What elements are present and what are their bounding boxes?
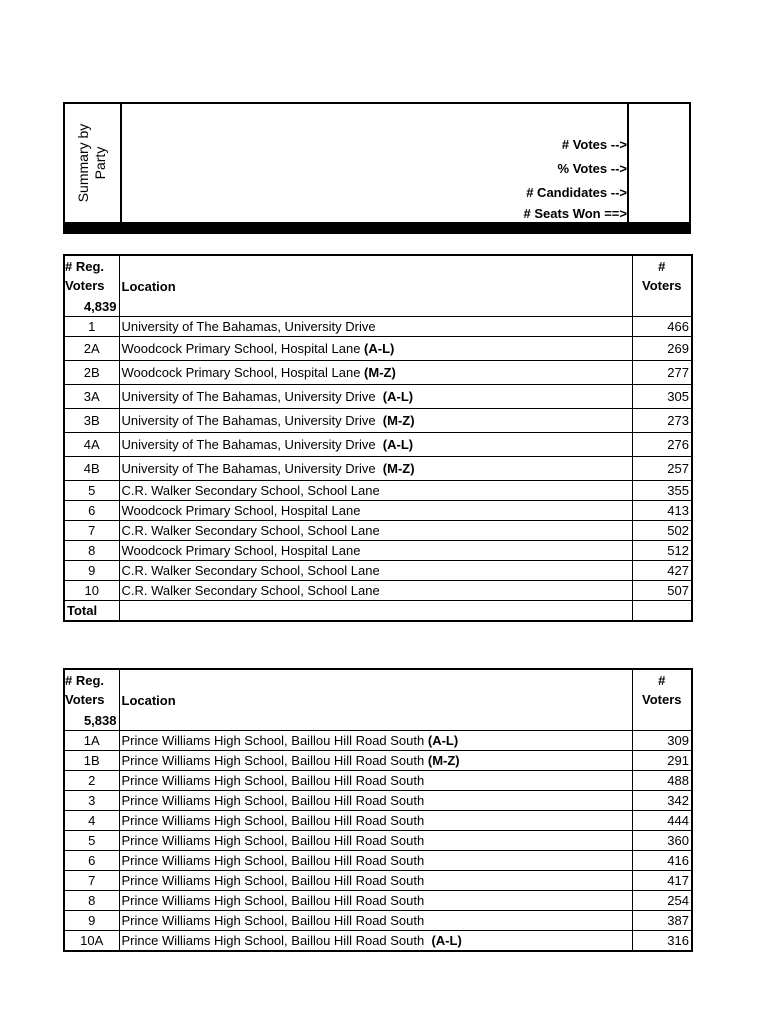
voters-count: 387 [632,911,692,931]
polling-location [119,561,632,581]
polling-division-id: 3B [64,409,119,433]
location-text: Woodcock Primary School, Hospital Lane [121,543,361,558]
table-row [64,433,692,457]
polling-location [119,791,632,811]
location-text: C.R. Walker Secondary School, School Lane [121,523,380,538]
voters-header-line1: # [658,259,666,274]
location-text: Prince Williams High School, Baillou Hill Road South [121,913,425,928]
table-row [64,481,692,501]
location-text: C.R. Walker Secondary School, School Lane [121,563,380,578]
location-text: Woodcock Primary School, Hospital Lane [121,341,365,356]
polling-division-id: 8 [64,891,119,911]
total-location-cell [119,601,632,622]
summary-side-label [75,124,109,203]
table-row [64,731,692,751]
polling-table-2 [63,668,693,952]
polling-location [119,501,632,521]
polling-division-id: 9 [64,561,119,581]
polling-location [119,409,632,433]
voters-count: 417 [632,871,692,891]
polling-division-id: 5 [64,831,119,851]
voters-count: 427 [632,561,692,581]
summary-side-line1: Summary by [75,123,91,203]
table-row [64,871,692,891]
polling-division-id: 1 [64,317,119,337]
polling-division-id: 3 [64,791,119,811]
polling-location [119,831,632,851]
polling-location [119,337,632,361]
alpha-range-suffix: (M-Z) [427,753,460,768]
summary-value-cell [627,104,689,222]
table-row [64,337,692,361]
table-header-row [64,669,692,731]
voters-count: 291 [632,751,692,771]
polling-location [119,541,632,561]
polling-division-id: 4 [64,811,119,831]
polling-division-id: 7 [64,521,119,541]
table-row [64,931,692,952]
polling-location [119,931,632,952]
table-row [64,831,692,851]
voters-count: 257 [632,457,692,481]
polling-location [119,361,632,385]
table-row [64,457,692,481]
table-row [64,317,692,337]
seats-won-label: # Seats Won ==> [523,206,627,221]
summary-divider-bar [63,224,691,234]
alpha-range-suffix: (M-Z) [382,461,415,476]
voters-count: 512 [632,541,692,561]
reg-header-line1: # Reg. [65,673,105,688]
location-text: Prince Williams High School, Baillou Hill Road South [121,833,425,848]
polling-division-id: 8 [64,541,119,561]
polling-division-id: 5 [64,481,119,501]
location-text: University of The Bahamas, University Drive [121,319,376,334]
voters-header-line1: # [658,673,666,688]
location-header: Location [119,255,632,317]
table-row [64,541,692,561]
polling-location [119,457,632,481]
polling-location [119,481,632,501]
polling-location [119,521,632,541]
summary-side-cell [65,104,122,222]
polling-location [119,581,632,601]
voters-count: 342 [632,791,692,811]
total-row [64,601,692,622]
voters-count: 416 [632,851,692,871]
voters-count: 502 [632,521,692,541]
reg-voters-header [64,255,119,317]
alpha-range-suffix: (A-L) [382,389,414,404]
table-row [64,771,692,791]
polling-location [119,911,632,931]
location-text: Prince Williams High School, Baillou Hill Road South [121,793,425,808]
alpha-range-suffix: (A-L) [382,437,414,452]
voters-count: 444 [632,811,692,831]
location-text: C.R. Walker Secondary School, School Lane [121,483,380,498]
alpha-range-suffix: (A-L) [431,933,462,948]
candidates-label: # Candidates --> [526,185,627,200]
polling-division-id: 1A [64,731,119,751]
alpha-range-suffix: (M-Z) [364,365,396,380]
table-row [64,561,692,581]
voters-count: 273 [632,409,692,433]
polling-location [119,891,632,911]
voters-header-line2: Voters [642,692,682,707]
alpha-range-suffix: (M-Z) [382,413,415,428]
alpha-range-suffix: (A-L) [364,341,395,356]
voters-header [632,255,692,317]
polling-location [119,751,632,771]
table-row [64,811,692,831]
location-text: University of The Bahamas, University Drive [121,413,383,428]
voters-count: 277 [632,361,692,385]
polling-location [119,731,632,751]
polling-location [119,851,632,871]
location-text: Woodcock Primary School, Hospital Lane [121,365,365,380]
reg-header-line1: # Reg. [65,259,105,274]
reg-voters-total: 4,839 [83,299,117,314]
location-text: Prince Williams High School, Baillou Hill Road South [121,733,428,748]
table-row [64,521,692,541]
polling-location [119,385,632,409]
polling-division-id: 2A [64,337,119,361]
table-header-row [64,255,692,317]
voters-count: 355 [632,481,692,501]
polling-division-id: 3A [64,385,119,409]
location-text: Woodcock Primary School, Hospital Lane [121,503,361,518]
location-text: C.R. Walker Secondary School, School Lane [121,583,380,598]
reg-voters-header [64,669,119,731]
location-text: Prince Williams High School, Baillou Hill Road South [121,813,425,828]
voters-header-line2: Voters [642,278,682,293]
polling-division-id: 4B [64,457,119,481]
voters-count: 305 [632,385,692,409]
voters-count: 413 [632,501,692,521]
summary-by-party-block [63,102,691,224]
voters-count: 488 [632,771,692,791]
table-row [64,385,692,409]
polling-division-id: 9 [64,911,119,931]
alpha-range-suffix: (A-L) [427,733,459,748]
polling-division-id: 7 [64,871,119,891]
location-text: Prince Williams High School, Baillou Hill Road South [121,933,432,948]
location-header: Location [119,669,632,731]
location-text: University of The Bahamas, University Drive [121,461,383,476]
voters-header [632,669,692,731]
polling-location [119,771,632,791]
polling-location [119,811,632,831]
polling-division-id: 2B [64,361,119,385]
total-voters-cell [632,601,692,622]
voters-count: 309 [632,731,692,751]
polling-division-id: 4A [64,433,119,457]
table-row [64,581,692,601]
polling-division-id: 1B [64,751,119,771]
table-row [64,409,692,433]
polling-location [119,871,632,891]
summary-side-line2: Party [92,146,108,180]
voters-count: 254 [632,891,692,911]
voters-count: 276 [632,433,692,457]
location-text: University of The Bahamas, University Drive [121,389,383,404]
polling-division-id: 10 [64,581,119,601]
location-text: Prince Williams High School, Baillou Hill Road South [121,753,428,768]
polling-division-id: 2 [64,771,119,791]
table-row [64,501,692,521]
polling-table-1 [63,254,693,622]
voters-count: 507 [632,581,692,601]
votes-label: # Votes --> [561,137,627,152]
voters-count: 269 [632,337,692,361]
reg-header-line2: Voters [65,278,105,293]
total-label: Total [64,601,119,622]
location-text: Prince Williams High School, Baillou Hill Road South [121,873,425,888]
reg-header-line2: Voters [65,692,105,707]
location-text: University of The Bahamas, University Drive [121,437,383,452]
location-text: Prince Williams High School, Baillou Hill Road South [121,893,425,908]
voters-count: 360 [632,831,692,851]
table-row [64,751,692,771]
polling-division-id: 6 [64,851,119,871]
polling-division-id: 10A [64,931,119,952]
table-row [64,361,692,385]
voters-count: 466 [632,317,692,337]
voters-count: 316 [632,931,692,952]
table-row [64,891,692,911]
table-row [64,851,692,871]
reg-voters-total: 5,838 [83,713,117,728]
polling-division-id: 6 [64,501,119,521]
location-text: Prince Williams High School, Baillou Hill Road South [121,853,425,868]
polling-location [119,433,632,457]
location-text: Prince Williams High School, Baillou Hill Road South [121,773,425,788]
table-row [64,791,692,811]
table-row [64,911,692,931]
polling-location [119,317,632,337]
percent-votes-label: % Votes --> [557,161,627,176]
